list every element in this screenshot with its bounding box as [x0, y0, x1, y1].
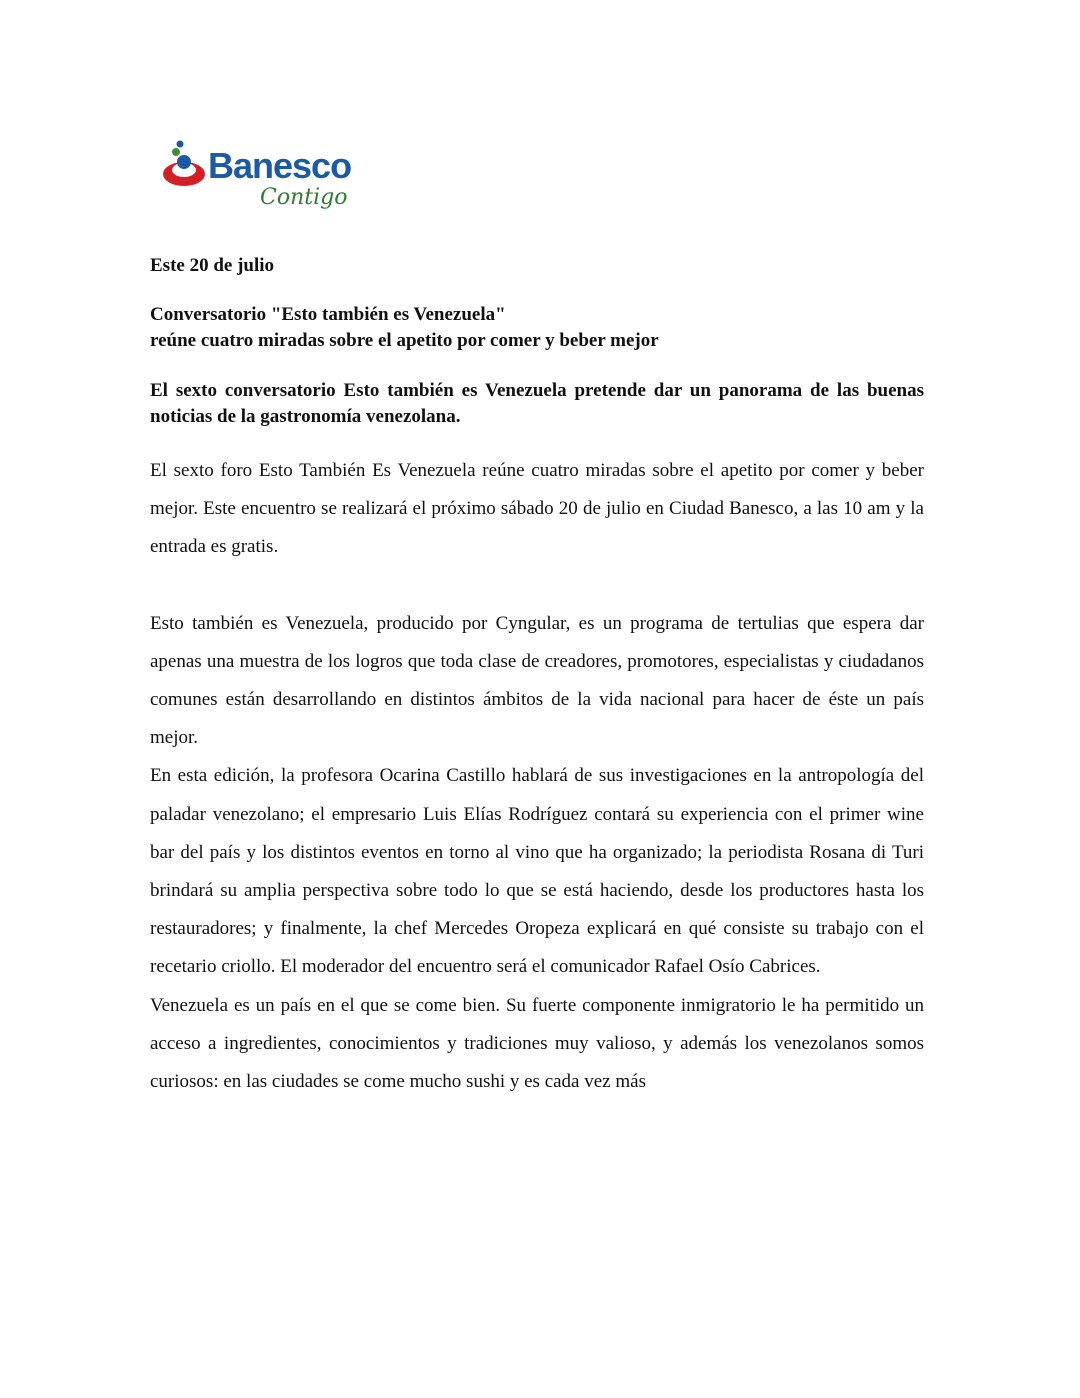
- headline-line-2: reúne cuatro miradas sobre el apetito por comer y beber mejor: [150, 330, 659, 351]
- logo-brand-text: Banesco: [208, 145, 352, 186]
- headline-line-1: Conversatorio "Esto también es Venezuela": [150, 304, 506, 325]
- headline: [150, 302, 924, 354]
- body-paragraph-4: Venezuela es un país en el que se come bien. Su fuerte componente inmigratorio le ha permitido un acceso a ingredientes, conocimientos y tradiciones muy valioso, y además los venezolanos somos curiosos: en las ciudades se come mucho sushi y es cada vez más: [150, 994, 924, 1093]
- lead-paragraph: El sexto conversatorio Esto también es Venezuela pretende dar un panorama de las buenas noticias de la gastronomía venezolana.: [150, 380, 924, 427]
- body-paragraph-3: En esta edición, la profesora Ocarina Castillo hablará de sus investigaciones en la antropología del paladar venezolano; el empresario Luis Elías Rodríguez contará su experiencia con el primer wine bar del país y los distintos eventos en torno al vino que ha organizado; la periodista Rosana di Turi brindará su amplia perspectiva sobre todo lo que se está haciendo, desde los productores hasta los restauradores; y finalmente, la chef Mercedes Oropeza explicará en qué consiste su trabajo con el recetario criollo. El moderador del encuentro será el comunicador Rafael Osío Cabrices.: [150, 765, 924, 978]
- body-paragraph-1: El sexto foro Esto También Es Venezuela reúne cuatro miradas sobre el apetito por comer y beber mejor. Este encuentro se realizará el próximo sábado 20 de julio en Ciudad Banesco, a las 10 am y la entrada es gratis.: [150, 460, 924, 558]
- logo-tagline-text: Contigo: [260, 185, 348, 210]
- document-body: [150, 252, 924, 1101]
- banesco-logo: [160, 136, 400, 220]
- banesco-logo-mark: [160, 136, 400, 220]
- body-paragraph-2: Esto también es Venezuela, producido por Cyngular, es un programa de tertulias que espera dar apenas una muestra de los logros que toda clase de creadores, promotores, especialistas y ciudadanos comunes están desarrollando en distintos ámbitos de la vida nacional para hacer de éste un país mejor.: [150, 612, 924, 749]
- date-line: Este 20 de julio: [150, 255, 275, 276]
